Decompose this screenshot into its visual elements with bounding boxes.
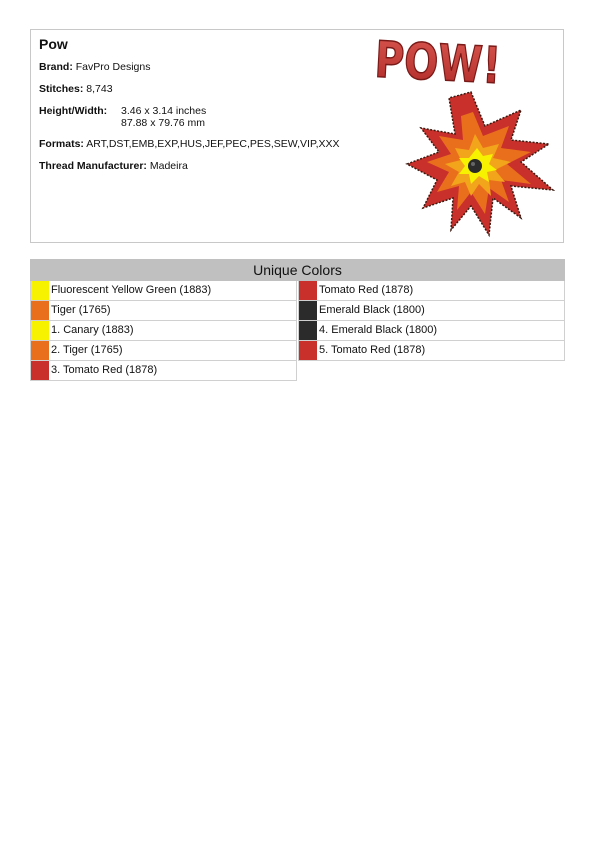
color-label: Tomato Red (1878) — [319, 284, 414, 296]
thread-label: Thread Manufacturer: — [39, 160, 147, 172]
color-swatch — [31, 321, 49, 340]
color-item — [298, 341, 565, 361]
color-item — [298, 301, 565, 321]
design-title: Pow — [39, 36, 68, 52]
stitches-value: 8,743 — [86, 83, 113, 95]
pow-text: POW! — [373, 30, 534, 97]
height-width-values — [121, 105, 206, 129]
stitches-row — [39, 83, 113, 95]
brand-label: Brand: — [39, 61, 73, 73]
height-width-inches: 3.46 x 3.14 inches — [121, 105, 207, 117]
design-info-box — [30, 29, 564, 243]
color-label: 4. Emerald Black (1800) — [319, 324, 437, 336]
color-swatch — [299, 321, 317, 340]
formats-value: ART,DST,EMB,EXP,HUS,JEF,PEC,PES,SEW,VIP,XXX — [86, 138, 340, 150]
unique-colors-table — [30, 259, 565, 376]
color-swatch — [299, 341, 317, 360]
color-label: Tiger (1765) — [51, 304, 111, 316]
burst-dot-highlight — [471, 162, 475, 166]
formats-row — [39, 138, 340, 150]
color-label: 1. Canary (1883) — [51, 324, 134, 336]
color-swatch — [299, 301, 317, 320]
color-swatch — [31, 361, 49, 380]
color-item — [298, 321, 565, 341]
color-item — [30, 361, 297, 381]
thread-value: Madeira — [149, 160, 188, 172]
height-width-row — [39, 105, 289, 131]
formats-label: Formats: — [39, 138, 84, 150]
color-label: Fluorescent Yellow Green (1883) — [51, 284, 212, 296]
design-artwork — [371, 30, 565, 244]
color-item — [30, 341, 297, 361]
color-item — [30, 281, 297, 301]
color-item — [30, 321, 297, 341]
pow-embroidery-image — [371, 30, 565, 244]
unique-colors-header: Unique Colors — [30, 259, 565, 281]
color-swatch — [31, 301, 49, 320]
color-label: 5. Tomato Red (1878) — [319, 344, 426, 356]
height-width-label: Height/Width: — [39, 105, 108, 117]
stitches-label: Stitches: — [39, 83, 84, 95]
color-swatch — [31, 341, 49, 360]
height-width-mm: 87.88 x 79.76 mm — [121, 117, 206, 129]
color-swatch — [299, 281, 317, 300]
brand-row — [39, 61, 150, 73]
brand-value: FavPro Designs — [75, 61, 151, 73]
color-label: 3. Tomato Red (1878) — [51, 364, 158, 376]
color-item — [30, 301, 297, 321]
color-label: 2. Tiger (1765) — [51, 344, 123, 356]
thread-row — [39, 160, 188, 172]
color-label: Emerald Black (1800) — [319, 304, 425, 316]
burst-center-dot — [468, 159, 482, 173]
color-item — [298, 281, 565, 301]
color-swatch — [31, 281, 49, 300]
